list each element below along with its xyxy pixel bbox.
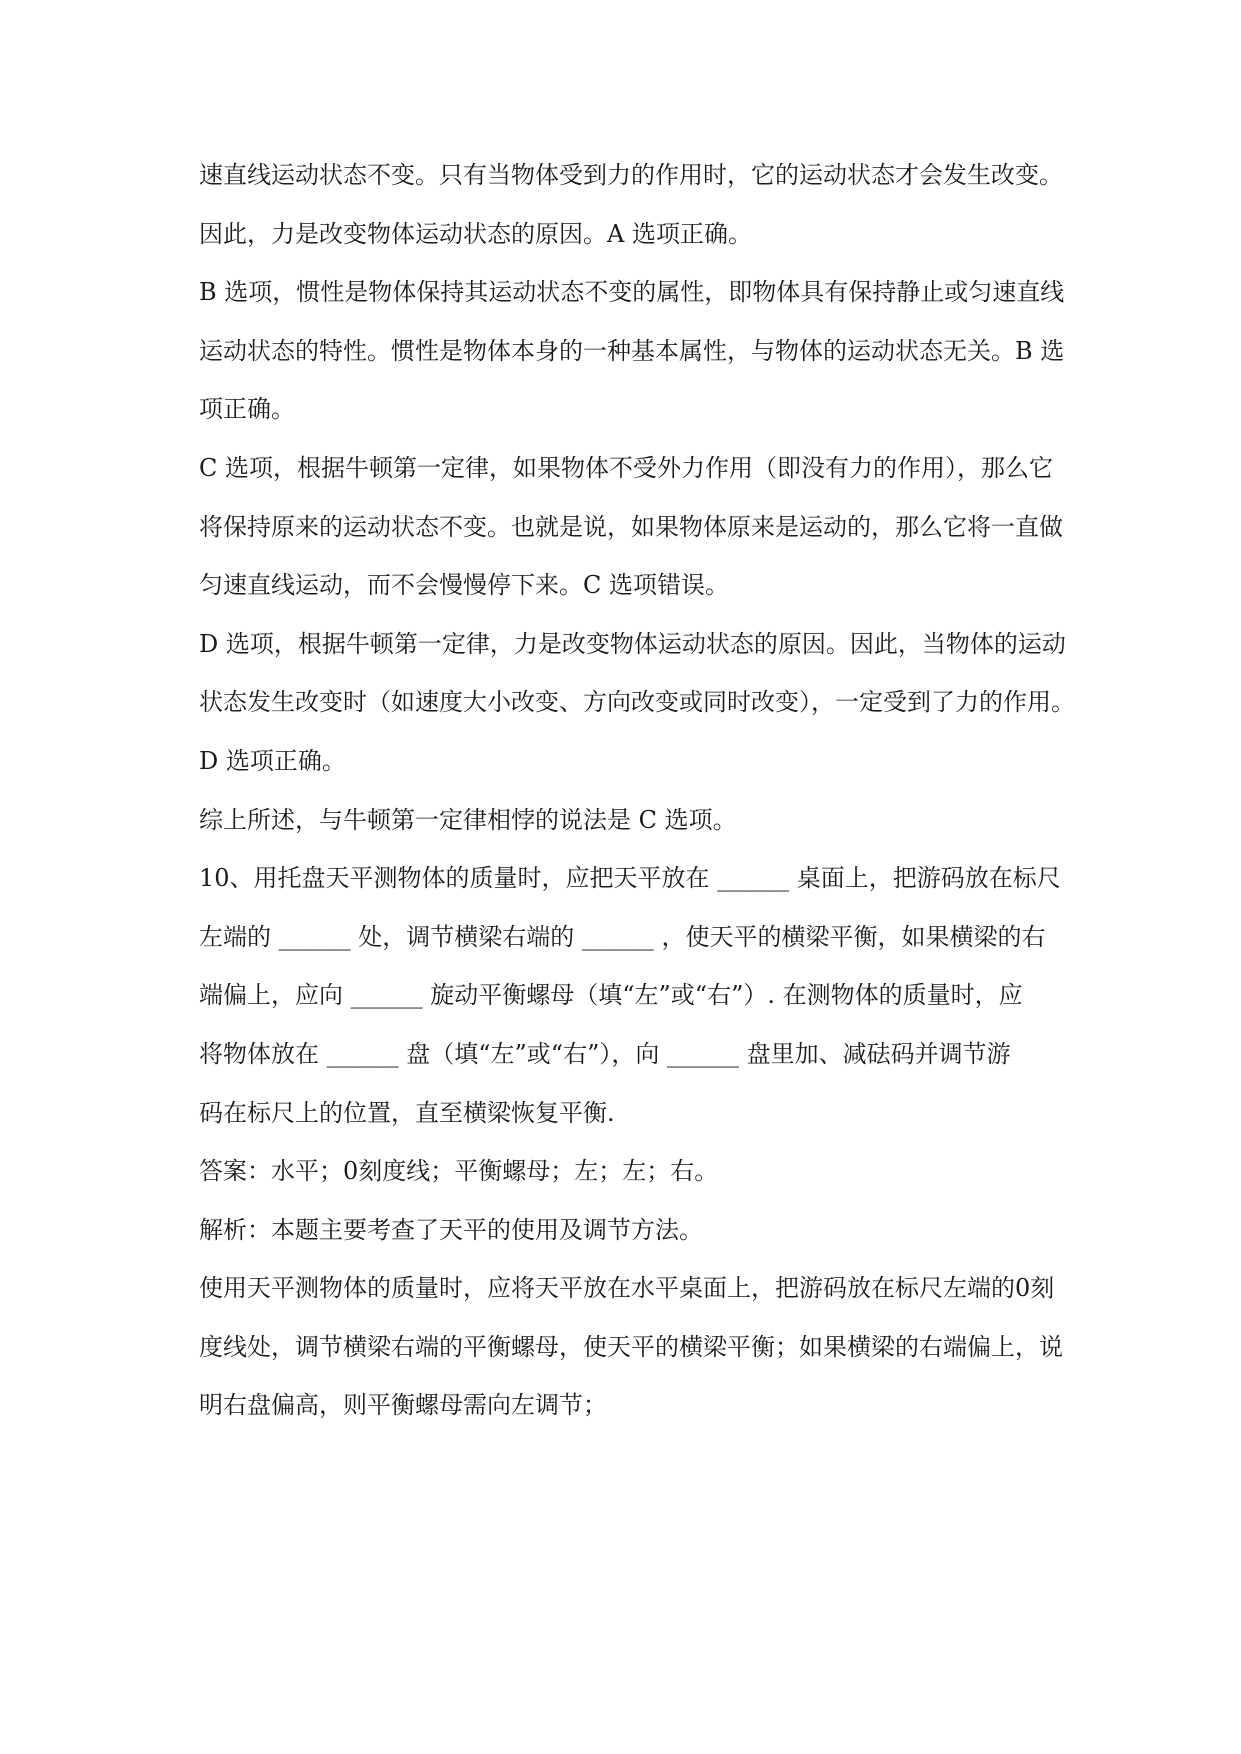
text-line: 码在标尺上的位置，直至横梁恢复平衡. [199,1098,615,1127]
paragraph-summary [199,791,1099,850]
text-line: 状态发生改变时（如速度大小改变、方向改变或同时改变），一定受到了力的作用。 [199,688,1075,717]
text-line: D 选项，根据牛顿第一定律，力是改变物体运动状态的原因。因此，当物体的运动 [199,629,1066,658]
text-line: 使用天平测物体的质量时，应将天平放在水平桌面上，把游码放在标尺左端的0刻 [199,1274,1055,1303]
paragraph-option-b [199,263,1099,439]
question-10 [199,849,1099,1142]
text-line: C 选项，根据牛顿第一定律，如果物体不受外力作用（即没有力的作用），那么它 [199,453,1053,482]
text-line: 将保持原来的运动状态不变。也就是说，如果物体原来是运动的，那么它将一直做 [199,512,1063,541]
text-line: 10、用托盘天平测物体的质量时，应把天平放在 ______ 桌面上，把游码放在标尺 [199,864,1061,893]
text-line: 因此，力是改变物体运动状态的原因。A 选项正确。 [199,219,752,248]
text-line: 答案：水平；0刻度线；平衡螺母；左；左；右。 [199,1157,719,1186]
text-line: 端偏上，应向 ______ 旋动平衡螺母（填“左”或“右”）. 在测物体的质量时，应 [199,981,1023,1010]
text-line: 运动状态的特性。惯性是物体本身的一种基本属性，与物体的运动状态无关。B 选 [199,336,1065,365]
text-line: 度线处，调节横梁右端的平衡螺母，使天平的横梁平衡；如果横梁的右端偏上，说 [199,1332,1063,1361]
text-line: 明右盘偏高，则平衡螺母需向左调节； [199,1391,607,1420]
paragraph-option-a-conclusion [199,146,1099,263]
analysis-body [199,1259,1099,1435]
analysis-heading [199,1201,1099,1260]
text-line: B 选项，惯性是物体保持其运动状态不变的属性，即物体具有保持静止或匀速直线 [199,278,1065,307]
text-line: 将物体放在 ______ 盘（填“左”或“右”），向 ______ 盘里加、减砝码并调节游 [199,1039,1011,1068]
paragraph-option-d [199,615,1099,791]
text-line: 匀速直线运动，而不会慢慢停下来。C 选项错误。 [199,571,729,600]
text-line: 项正确。 [199,395,295,424]
answer-line [199,1142,1099,1201]
text-line: 解析：本题主要考查了天平的使用及调节方法。 [199,1215,703,1244]
text-line: 速直线运动状态不变。只有当物体受到力的作用时，它的运动状态才会发生改变。 [199,161,1063,189]
text-line: 综上所述，与牛顿第一定律相悖的说法是 C 选项。 [199,805,737,834]
document-body [199,146,1099,1435]
paragraph-option-c [199,439,1099,615]
text-line: 左端的 ______ 处，调节横梁右端的 ______ ，使天平的横梁平衡，如果横梁的右 [199,922,1046,951]
text-line: D 选项正确。 [199,746,346,775]
